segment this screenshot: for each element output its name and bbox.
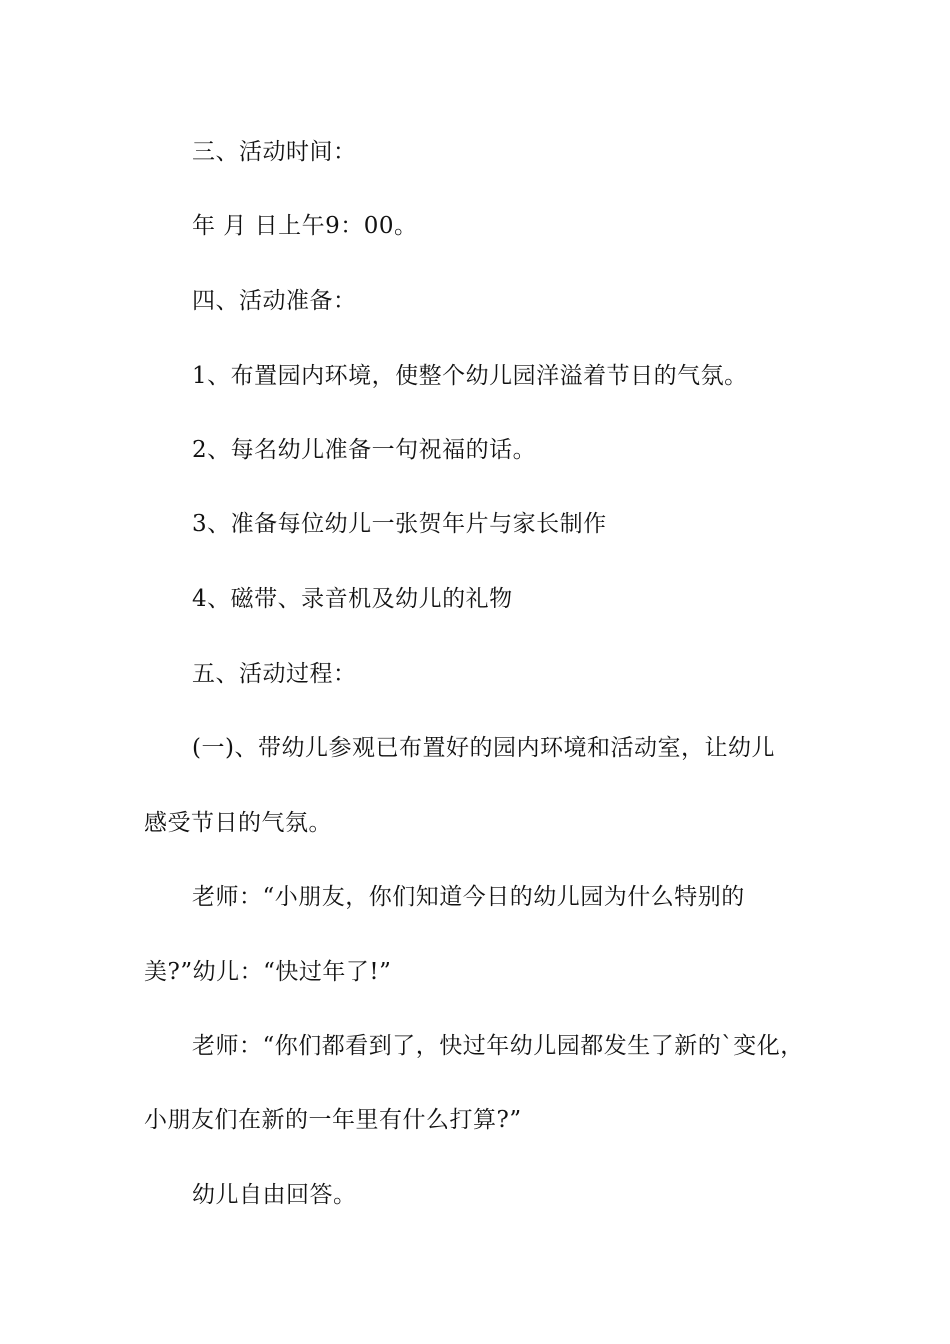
section-heading-activity-time: 三、活动时间： [192, 139, 357, 165]
preparation-item-2: 2、每名幼儿准备一句祝福的话。 [192, 437, 537, 463]
dialogue-teacher-1-line-1: 老师：“小朋友，你们知道今日的幼儿园为什么特别的 [192, 884, 745, 910]
preparation-item-3: 3、准备每位幼儿一张贺年片与家长制作 [192, 511, 607, 537]
process-step-1-line-1: (一)、带幼儿参观已布置好的园内环境和活动室，让幼儿 [192, 735, 775, 761]
children-answer-line: 幼儿自由回答。 [192, 1182, 357, 1208]
dialogue-teacher-1-line-2: 美?”幼儿：“快过年了!” [144, 959, 392, 985]
process-step-1-line-2: 感受节日的气氛。 [144, 810, 332, 836]
preparation-item-4: 4、磁带、录音机及幼儿的礼物 [192, 586, 513, 612]
preparation-item-1: 1、布置园内环境，使整个幼儿园洋溢着节日的气氛。 [192, 363, 748, 389]
section-heading-preparation: 四、活动准备： [192, 288, 357, 314]
dialogue-teacher-2-line-1: 老师：“你们都看到了，快过年幼儿园都发生了新的`变化， [192, 1033, 804, 1059]
section-heading-process: 五、活动过程： [192, 661, 357, 687]
dialogue-teacher-2-line-2: 小朋友们在新的一年里有什么打算?” [144, 1107, 522, 1133]
activity-time-value: 年 月 日上午9：00。 [192, 213, 418, 239]
